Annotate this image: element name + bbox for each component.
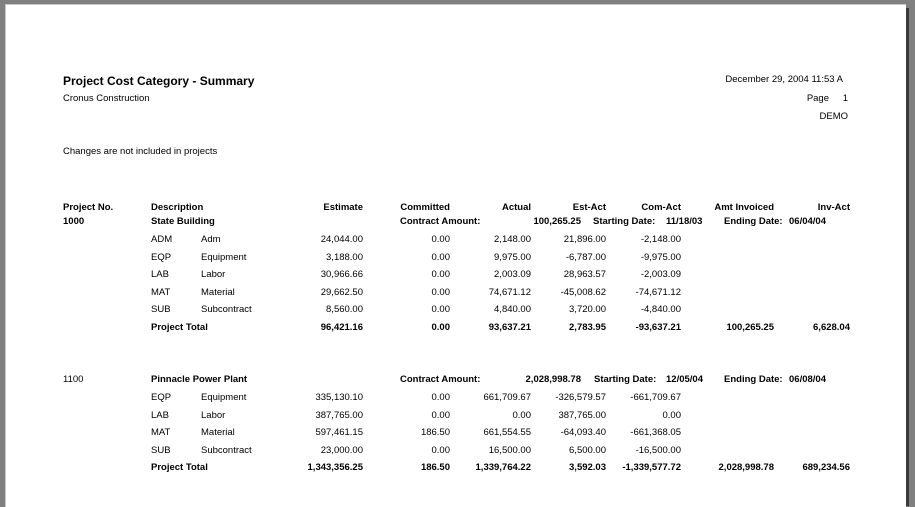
line-estimate: 30,966.66 — [320, 269, 363, 280]
line-estimate: 23,000.00 — [320, 444, 363, 456]
line-committed: 0.00 — [431, 286, 450, 298]
contract-amount-label: Contract Amount: — [400, 374, 481, 385]
contract-amount-value: 2,028,998.78 — [525, 374, 581, 385]
line-committed: 0.00 — [431, 409, 450, 421]
report-title: Project Cost Category - Summary — [63, 74, 255, 88]
ending-date-label: Ending Date: — [724, 374, 783, 385]
line-description: Subcontract — [201, 444, 252, 456]
col-header-com-act: Com-Act — [641, 202, 681, 213]
project-total-label: Project Total — [151, 462, 208, 473]
line-code: EQP — [151, 251, 172, 263]
project-total-label: Project Total — [151, 321, 208, 333]
line-description: Subcontract — [201, 304, 252, 315]
line-description: Adm — [201, 234, 221, 245]
col-header-estimate: Estimate — [323, 202, 363, 213]
ending-date-label: Ending Date: — [724, 216, 783, 227]
total-amt-invoiced: 100,265.25 — [726, 321, 774, 333]
ending-date-value: 06/04/04 — [789, 216, 826, 227]
line-com-act: -661,368.05 — [630, 427, 681, 438]
line-committed: 0.00 — [431, 269, 450, 280]
line-committed: 186.50 — [420, 427, 450, 438]
company-name: Cronus Construction — [63, 93, 150, 104]
col-header-est-act: Est-Act — [572, 202, 606, 213]
line-code: SUB — [151, 304, 171, 315]
total-inv-act: 6,628.04 — [813, 321, 850, 333]
line-est-act: -64,093.40 — [560, 427, 606, 438]
line-est-act: 21,896.00 — [563, 234, 606, 245]
report-datetime: December 29, 2004 11:53 A — [725, 74, 843, 85]
line-com-act: -9,975.00 — [640, 251, 681, 263]
line-description: Material — [201, 286, 235, 298]
col-header-amt-invoiced: Amt Invoiced — [714, 202, 774, 213]
line-code: LAB — [151, 269, 169, 280]
line-committed: 0.00 — [431, 304, 450, 315]
total-com-act: -93,637.21 — [635, 321, 681, 333]
total-actual: 93,637.21 — [488, 321, 531, 333]
line-committed: 0.00 — [431, 444, 450, 456]
page-number: 1 — [842, 93, 848, 104]
line-code: ADM — [151, 234, 173, 245]
line-actual: 9,975.00 — [494, 251, 531, 263]
line-com-act: -2,003.09 — [640, 269, 681, 280]
line-est-act: 387,765.00 — [558, 409, 606, 421]
line-est-act: 3,720.00 — [569, 304, 606, 315]
line-description: Labor — [201, 269, 226, 280]
line-committed: 0.00 — [431, 234, 450, 245]
total-estimate: 1,343,356.25 — [307, 462, 363, 473]
line-code: SUB — [151, 444, 171, 456]
col-header-actual: Actual — [501, 202, 531, 213]
line-code: LAB — [151, 409, 169, 421]
col-header-committed: Committed — [400, 202, 450, 213]
line-est-act: -6,787.00 — [565, 251, 606, 263]
starting-date-label: Starting Date: — [593, 216, 656, 227]
total-amt-invoiced: 2,028,998.78 — [718, 462, 774, 473]
line-com-act: -4,840.00 — [640, 304, 681, 315]
line-committed: 0.00 — [431, 251, 450, 263]
line-committed: 0.00 — [431, 392, 450, 403]
line-code: MAT — [151, 427, 171, 438]
line-actual: 661,554.55 — [483, 427, 531, 438]
line-com-act: 0.00 — [662, 409, 681, 421]
col-header-description: Description — [151, 202, 204, 213]
col-header-inv-act: Inv-Act — [817, 202, 850, 213]
total-com-act: -1,339,577.72 — [622, 462, 681, 473]
line-actual: 16,500.00 — [488, 444, 531, 456]
line-estimate: 24,044.00 — [320, 234, 363, 245]
line-estimate: 3,188.00 — [326, 251, 363, 263]
line-actual: 0.00 — [512, 409, 531, 421]
line-estimate: 8,560.00 — [326, 304, 363, 315]
line-est-act: 6,500.00 — [569, 444, 606, 456]
report-note: Changes are not included in projects — [63, 146, 218, 157]
total-est-act: 2,783.95 — [569, 321, 606, 333]
line-estimate: 387,765.00 — [315, 409, 363, 421]
line-com-act: -74,671.12 — [635, 286, 681, 298]
total-estimate: 96,421.16 — [320, 321, 363, 333]
total-est-act: 3,592.03 — [569, 462, 606, 473]
line-actual: 2,003.09 — [494, 269, 531, 280]
user-id: DEMO — [819, 111, 848, 122]
ending-date-value: 06/08/04 — [789, 374, 826, 385]
line-est-act: -326,579.57 — [555, 392, 606, 403]
line-actual: 2,148.00 — [494, 234, 531, 245]
line-com-act: -2,148.00 — [640, 234, 681, 245]
total-committed: 0.00 — [431, 321, 450, 333]
line-actual: 661,709.67 — [483, 392, 531, 403]
line-est-act: 28,963.57 — [563, 269, 606, 280]
line-com-act: -16,500.00 — [635, 444, 681, 456]
total-committed: 186.50 — [420, 462, 450, 473]
line-description: Material — [201, 427, 235, 438]
line-code: MAT — [151, 286, 171, 298]
line-description: Labor — [201, 409, 226, 421]
line-code: EQP — [151, 392, 172, 403]
contract-amount-label: Contract Amount: — [400, 216, 481, 227]
line-estimate: 597,461.15 — [315, 427, 363, 438]
project-name: State Building — [151, 216, 215, 227]
line-estimate: 335,130.10 — [315, 392, 363, 403]
line-est-act: -45,008.62 — [560, 286, 606, 298]
starting-date-label: Starting Date: — [594, 374, 657, 385]
total-actual: 1,339,764.22 — [475, 462, 531, 473]
page-label: Page — [806, 93, 829, 104]
project-number: 1100 — [63, 374, 84, 385]
line-estimate: 29,662.50 — [320, 286, 363, 298]
starting-date-value: 11/18/03 — [666, 216, 703, 227]
project-number: 1000 — [63, 216, 85, 227]
col-header-project-no: Project No. — [63, 202, 114, 213]
line-actual: 4,840.00 — [494, 304, 531, 315]
contract-amount-value: 100,265.25 — [533, 216, 581, 227]
total-inv-act: 689,234.56 — [802, 462, 850, 473]
line-com-act: -661,709.67 — [630, 392, 681, 403]
starting-date-value: 12/05/04 — [666, 374, 703, 385]
project-name: Pinnacle Power Plant — [151, 374, 248, 385]
line-actual: 74,671.12 — [488, 286, 531, 298]
line-description: Equipment — [201, 392, 247, 403]
line-description: Equipment — [201, 251, 247, 263]
